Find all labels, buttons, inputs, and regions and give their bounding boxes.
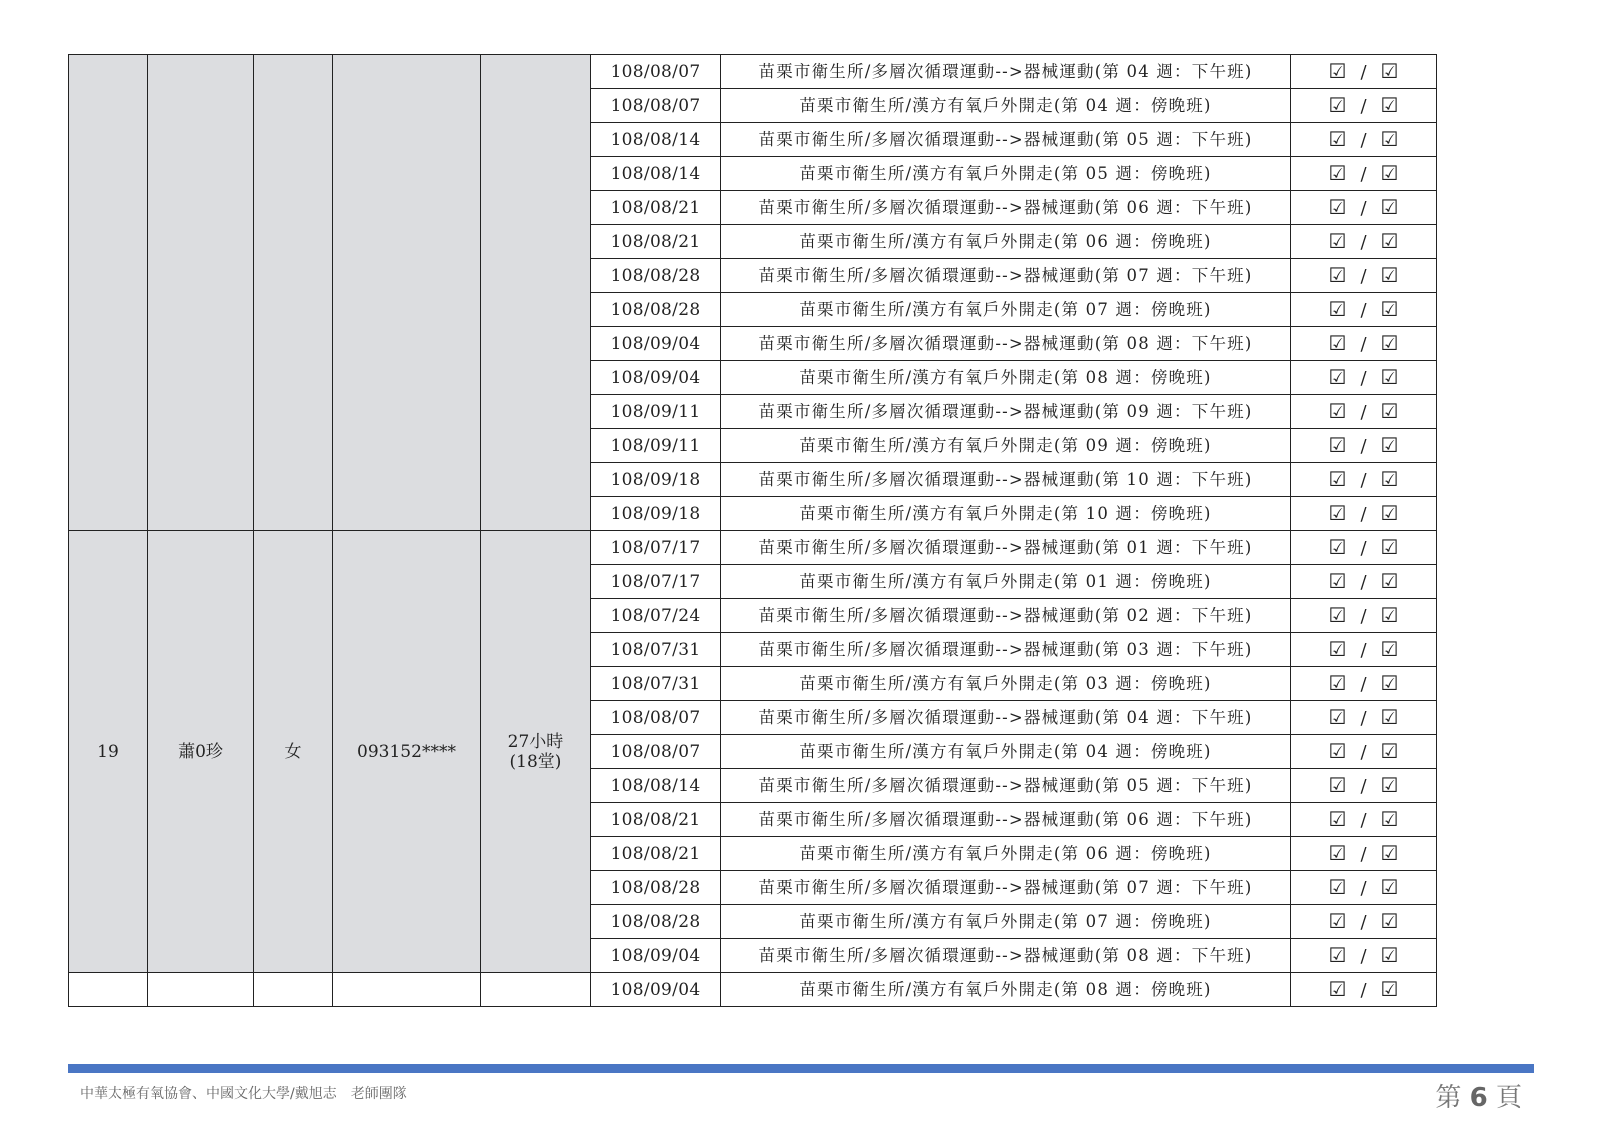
date-cell: 108/08/21	[591, 191, 721, 225]
no-cell	[69, 55, 148, 531]
checkbox-checked-icon: ☑	[1380, 194, 1399, 219]
check-separator: /	[1360, 877, 1367, 899]
activity-cell: 苗栗市衛生所/漢方有氧戶外開走(第 04 週：傍晚班)	[721, 89, 1291, 123]
attendance-check-cell	[1291, 361, 1437, 395]
attendance-check-cell	[1291, 123, 1437, 157]
checkbox-checked-icon: ☑	[1380, 432, 1399, 457]
check-separator: /	[1360, 843, 1367, 865]
checkbox-checked-icon: ☑	[1380, 500, 1399, 525]
checkbox-checked-icon: ☑	[1328, 976, 1347, 1001]
checkbox-checked-icon: ☑	[1380, 738, 1399, 763]
participant-phone-cell: 093152****	[333, 531, 481, 973]
activity-cell: 苗栗市衛生所/漢方有氧戶外開走(第 09 週：傍晚班)	[721, 429, 1291, 463]
activity-cell: 苗栗市衛生所/漢方有氧戶外開走(第 07 週：傍晚班)	[721, 293, 1291, 327]
activity-cell: 苗栗市衛生所/多層次循環運動-->器械運動(第 04 週：下午班)	[721, 701, 1291, 735]
attendance-table	[68, 54, 1437, 1007]
checkbox-checked-icon: ☑	[1380, 364, 1399, 389]
check-separator: /	[1360, 129, 1367, 151]
date-cell: 108/07/31	[591, 633, 721, 667]
checkbox-checked-icon: ☑	[1380, 398, 1399, 423]
check-separator: /	[1360, 265, 1367, 287]
attendance-check-cell	[1291, 463, 1437, 497]
date-cell: 108/07/24	[591, 599, 721, 633]
activity-cell: 苗栗市衛生所/漢方有氧戶外開走(第 06 週：傍晚班)	[721, 837, 1291, 871]
activity-cell: 苗栗市衛生所/多層次循環運動-->器械運動(第 07 週：下午班)	[721, 871, 1291, 905]
date-cell: 108/08/07	[591, 55, 721, 89]
check-separator: /	[1360, 61, 1367, 83]
participant-gender-cell: 女	[254, 531, 333, 973]
check-separator: /	[1360, 945, 1367, 967]
participant-name-cell: 蕭0珍	[148, 531, 254, 973]
page-number-value: 6	[1469, 1083, 1488, 1113]
check-separator: /	[1360, 639, 1367, 661]
attendance-check-cell	[1291, 871, 1437, 905]
attendance-check-cell	[1291, 89, 1437, 123]
checkbox-checked-icon: ☑	[1328, 840, 1347, 865]
date-cell: 108/09/04	[591, 939, 721, 973]
checkbox-checked-icon: ☑	[1380, 58, 1399, 83]
date-cell: 108/09/18	[591, 497, 721, 531]
checkbox-checked-icon: ☑	[1328, 534, 1347, 559]
attendance-check-cell	[1291, 191, 1437, 225]
attendance-check-cell	[1291, 599, 1437, 633]
check-separator: /	[1360, 571, 1367, 593]
activity-cell: 苗栗市衛生所/漢方有氧戶外開走(第 07 週：傍晚班)	[721, 905, 1291, 939]
checkbox-checked-icon: ☑	[1328, 670, 1347, 695]
checkbox-checked-icon: ☑	[1380, 874, 1399, 899]
page-prefix: 第	[1435, 1083, 1462, 1113]
checkbox-checked-icon: ☑	[1380, 466, 1399, 491]
page-suffix: 頁	[1495, 1083, 1522, 1113]
attendance-check-cell	[1291, 701, 1437, 735]
attendance-check-cell	[1291, 395, 1437, 429]
checkbox-checked-icon: ☑	[1380, 772, 1399, 797]
checkbox-checked-icon: ☑	[1328, 568, 1347, 593]
check-separator: /	[1360, 911, 1367, 933]
attendance-check-cell	[1291, 633, 1437, 667]
hours-text: 27小時	[507, 731, 564, 752]
date-cell: 108/09/11	[591, 395, 721, 429]
participant-phone-cell	[333, 973, 481, 1007]
check-separator: /	[1360, 469, 1367, 491]
date-cell: 108/08/28	[591, 905, 721, 939]
footer-organization: 中華太極有氧協會、中國文化大學/戴旭志 老師團隊	[80, 1086, 407, 1102]
checkbox-checked-icon: ☑	[1380, 228, 1399, 253]
attendance-check-cell	[1291, 803, 1437, 837]
checkbox-checked-icon: ☑	[1328, 194, 1347, 219]
activity-cell: 苗栗市衛生所/多層次循環運動-->器械運動(第 10 週：下午班)	[721, 463, 1291, 497]
participant-no-cell	[69, 973, 148, 1007]
sessions-text: (18堂)	[509, 751, 562, 772]
hours-cell	[481, 55, 591, 531]
activity-cell: 苗栗市衛生所/多層次循環運動-->器械運動(第 04 週：下午班)	[721, 55, 1291, 89]
date-cell: 108/08/28	[591, 259, 721, 293]
checkbox-checked-icon: ☑	[1328, 330, 1347, 355]
date-cell: 108/09/04	[591, 327, 721, 361]
checkbox-checked-icon: ☑	[1328, 398, 1347, 423]
activity-cell: 苗栗市衛生所/漢方有氧戶外開走(第 06 週：傍晚班)	[721, 225, 1291, 259]
checkbox-checked-icon: ☑	[1328, 262, 1347, 287]
participant-gender-cell	[254, 973, 333, 1007]
attendance-check-cell	[1291, 565, 1437, 599]
checkbox-checked-icon: ☑	[1380, 840, 1399, 865]
activity-cell: 苗栗市衛生所/漢方有氧戶外開走(第 08 週：傍晚班)	[721, 361, 1291, 395]
attendance-check-cell	[1291, 429, 1437, 463]
checkbox-checked-icon: ☑	[1328, 126, 1347, 151]
checkbox-checked-icon: ☑	[1380, 670, 1399, 695]
attendance-table-body	[69, 55, 1437, 1007]
date-cell: 108/08/14	[591, 123, 721, 157]
check-separator: /	[1360, 979, 1367, 1001]
attendance-check-cell	[1291, 837, 1437, 871]
participant-hours-cell	[481, 973, 591, 1007]
date-cell: 108/08/07	[591, 701, 721, 735]
date-cell: 108/09/04	[591, 973, 721, 1007]
checkbox-checked-icon: ☑	[1380, 568, 1399, 593]
checkbox-checked-icon: ☑	[1328, 296, 1347, 321]
attendance-check-cell	[1291, 667, 1437, 701]
participant-name-cell	[148, 973, 254, 1007]
checkbox-checked-icon: ☑	[1328, 228, 1347, 253]
checkbox-checked-icon: ☑	[1328, 772, 1347, 797]
date-cell: 108/08/21	[591, 837, 721, 871]
check-separator: /	[1360, 673, 1367, 695]
date-cell: 108/08/14	[591, 157, 721, 191]
table-row	[69, 973, 1437, 1007]
checkbox-checked-icon: ☑	[1328, 92, 1347, 117]
table-row	[69, 55, 1437, 89]
checkbox-checked-icon: ☑	[1380, 908, 1399, 933]
activity-cell: 苗栗市衛生所/多層次循環運動-->器械運動(第 07 週：下午班)	[721, 259, 1291, 293]
checkbox-checked-icon: ☑	[1328, 466, 1347, 491]
checkbox-checked-icon: ☑	[1380, 806, 1399, 831]
checkbox-checked-icon: ☑	[1328, 602, 1347, 627]
activity-cell: 苗栗市衛生所/多層次循環運動-->器械運動(第 06 週：下午班)	[721, 803, 1291, 837]
name-cell	[148, 55, 254, 531]
checkbox-checked-icon: ☑	[1328, 704, 1347, 729]
date-cell: 108/09/11	[591, 429, 721, 463]
check-separator: /	[1360, 775, 1367, 797]
checkbox-checked-icon: ☑	[1380, 976, 1399, 1001]
checkbox-checked-icon: ☑	[1328, 432, 1347, 457]
checkbox-checked-icon: ☑	[1328, 58, 1347, 83]
checkbox-checked-icon: ☑	[1328, 160, 1347, 185]
checkbox-checked-icon: ☑	[1328, 806, 1347, 831]
attendance-check-cell	[1291, 157, 1437, 191]
checkbox-checked-icon: ☑	[1380, 636, 1399, 661]
activity-cell: 苗栗市衛生所/漢方有氧戶外開走(第 10 週：傍晚班)	[721, 497, 1291, 531]
page-number	[1435, 1077, 1522, 1114]
activity-cell: 苗栗市衛生所/多層次循環運動-->器械運動(第 08 週：下午班)	[721, 939, 1291, 973]
check-separator: /	[1360, 605, 1367, 627]
participant-no-cell: 19	[69, 531, 148, 973]
check-separator: /	[1360, 435, 1367, 457]
checkbox-checked-icon: ☑	[1328, 738, 1347, 763]
check-separator: /	[1360, 95, 1367, 117]
checkbox-checked-icon: ☑	[1380, 126, 1399, 151]
checkbox-checked-icon: ☑	[1380, 330, 1399, 355]
checkbox-checked-icon: ☑	[1380, 262, 1399, 287]
attendance-check-cell	[1291, 225, 1437, 259]
attendance-check-cell	[1291, 905, 1437, 939]
check-separator: /	[1360, 503, 1367, 525]
activity-cell: 苗栗市衛生所/漢方有氧戶外開走(第 08 週：傍晚班)	[721, 973, 1291, 1007]
checkbox-checked-icon: ☑	[1328, 908, 1347, 933]
check-separator: /	[1360, 741, 1367, 763]
checkbox-checked-icon: ☑	[1328, 636, 1347, 661]
attendance-check-cell	[1291, 939, 1437, 973]
check-separator: /	[1360, 299, 1367, 321]
checkbox-checked-icon: ☑	[1380, 92, 1399, 117]
check-separator: /	[1360, 163, 1367, 185]
check-separator: /	[1360, 707, 1367, 729]
date-cell: 108/09/18	[591, 463, 721, 497]
gender-cell	[254, 55, 333, 531]
checkbox-checked-icon: ☑	[1380, 602, 1399, 627]
checkbox-checked-icon: ☑	[1380, 160, 1399, 185]
check-separator: /	[1360, 537, 1367, 559]
activity-cell: 苗栗市衛生所/多層次循環運動-->器械運動(第 08 週：下午班)	[721, 327, 1291, 361]
checkbox-checked-icon: ☑	[1380, 704, 1399, 729]
attendance-check-cell	[1291, 327, 1437, 361]
checkbox-checked-icon: ☑	[1380, 296, 1399, 321]
date-cell: 108/07/17	[591, 565, 721, 599]
activity-cell: 苗栗市衛生所/多層次循環運動-->器械運動(第 06 週：下午班)	[721, 191, 1291, 225]
date-cell: 108/09/04	[591, 361, 721, 395]
activity-cell: 苗栗市衛生所/漢方有氧戶外開走(第 03 週：傍晚班)	[721, 667, 1291, 701]
check-separator: /	[1360, 401, 1367, 423]
phone-cell	[333, 55, 481, 531]
attendance-check-cell	[1291, 531, 1437, 565]
activity-cell: 苗栗市衛生所/多層次循環運動-->器械運動(第 01 週：下午班)	[721, 531, 1291, 565]
footer-divider-bar	[68, 1064, 1534, 1073]
checkbox-checked-icon: ☑	[1328, 874, 1347, 899]
date-cell: 108/08/21	[591, 803, 721, 837]
attendance-check-cell	[1291, 769, 1437, 803]
attendance-check-cell	[1291, 973, 1437, 1007]
checkbox-checked-icon: ☑	[1328, 500, 1347, 525]
checkbox-checked-icon: ☑	[1328, 942, 1347, 967]
attendance-check-cell	[1291, 497, 1437, 531]
checkbox-checked-icon: ☑	[1380, 942, 1399, 967]
check-separator: /	[1360, 333, 1367, 355]
activity-cell: 苗栗市衛生所/多層次循環運動-->器械運動(第 09 週：下午班)	[721, 395, 1291, 429]
checkbox-checked-icon: ☑	[1380, 534, 1399, 559]
table-row	[69, 531, 1437, 565]
activity-cell: 苗栗市衛生所/漢方有氧戶外開走(第 01 週：傍晚班)	[721, 565, 1291, 599]
attendance-check-cell	[1291, 55, 1437, 89]
activity-cell: 苗栗市衛生所/多層次循環運動-->器械運動(第 05 週：下午班)	[721, 123, 1291, 157]
attendance-check-cell	[1291, 293, 1437, 327]
activity-cell: 苗栗市衛生所/漢方有氧戶外開走(第 04 週：傍晚班)	[721, 735, 1291, 769]
check-separator: /	[1360, 367, 1367, 389]
date-cell: 108/08/28	[591, 871, 721, 905]
activity-cell: 苗栗市衛生所/多層次循環運動-->器械運動(第 03 週：下午班)	[721, 633, 1291, 667]
date-cell: 108/08/07	[591, 89, 721, 123]
date-cell: 108/07/31	[591, 667, 721, 701]
activity-cell: 苗栗市衛生所/漢方有氧戶外開走(第 05 週：傍晚班)	[721, 157, 1291, 191]
date-cell: 108/08/14	[591, 769, 721, 803]
activity-cell: 苗栗市衛生所/多層次循環運動-->器械運動(第 02 週：下午班)	[721, 599, 1291, 633]
attendance-check-cell	[1291, 735, 1437, 769]
date-cell: 108/08/21	[591, 225, 721, 259]
date-cell: 108/08/28	[591, 293, 721, 327]
date-cell: 108/08/07	[591, 735, 721, 769]
check-separator: /	[1360, 231, 1367, 253]
activity-cell: 苗栗市衛生所/多層次循環運動-->器械運動(第 05 週：下午班)	[721, 769, 1291, 803]
check-separator: /	[1360, 809, 1367, 831]
attendance-check-cell	[1291, 259, 1437, 293]
date-cell: 108/07/17	[591, 531, 721, 565]
checkbox-checked-icon: ☑	[1328, 364, 1347, 389]
participant-hours-cell	[481, 531, 591, 973]
check-separator: /	[1360, 197, 1367, 219]
